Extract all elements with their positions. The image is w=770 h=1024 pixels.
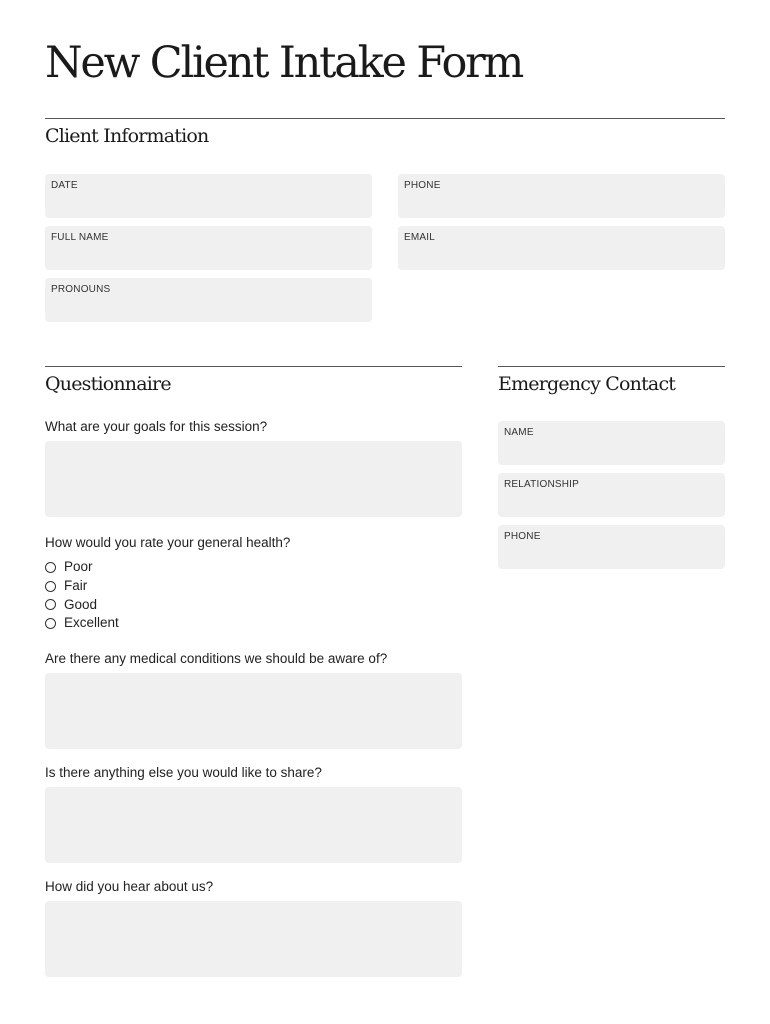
client-information-heading: Client Information bbox=[45, 125, 209, 147]
questionnaire-heading: Questionnaire bbox=[45, 373, 171, 395]
health-option-good[interactable] bbox=[45, 595, 119, 614]
health-option-label: Good bbox=[64, 596, 98, 612]
health-option-excellent[interactable] bbox=[45, 614, 119, 633]
date-field[interactable] bbox=[45, 174, 372, 218]
health-option-poor[interactable] bbox=[45, 558, 119, 577]
health-option-label: Excellent bbox=[64, 615, 119, 631]
anything-else-answer-field[interactable] bbox=[45, 787, 462, 863]
health-option-fair[interactable] bbox=[45, 577, 119, 596]
radio-button-icon[interactable] bbox=[45, 618, 56, 629]
radio-button-icon[interactable] bbox=[45, 562, 56, 573]
full-name-field-label: FULL NAME bbox=[51, 232, 109, 243]
pronouns-field-label: PRONOUNS bbox=[51, 284, 111, 295]
goals-question: What are your goals for this session? bbox=[45, 419, 268, 434]
emergency-name-field[interactable] bbox=[498, 421, 725, 465]
medical-conditions-answer-field[interactable] bbox=[45, 673, 462, 749]
referral-source-answer-field[interactable] bbox=[45, 901, 462, 977]
emergency-relationship-field-label: RELATIONSHIP bbox=[504, 479, 580, 490]
radio-button-icon[interactable] bbox=[45, 581, 56, 592]
health-rating-options bbox=[45, 558, 119, 633]
radio-button-icon[interactable] bbox=[45, 599, 56, 610]
date-field-label: DATE bbox=[51, 180, 78, 191]
medical-conditions-question: Are there any medical conditions we should be aware of? bbox=[45, 651, 388, 666]
emergency-contact-divider bbox=[498, 366, 725, 367]
email-field[interactable] bbox=[398, 226, 725, 270]
full-name-field[interactable] bbox=[45, 226, 372, 270]
health-option-label: Poor bbox=[64, 559, 93, 575]
emergency-phone-field[interactable] bbox=[498, 525, 725, 569]
phone-field-label: PHONE bbox=[404, 180, 441, 191]
emergency-contact-heading: Emergency Contact bbox=[498, 373, 676, 395]
emergency-relationship-field[interactable] bbox=[498, 473, 725, 517]
referral-source-question: How did you hear about us? bbox=[45, 879, 214, 894]
email-field-label: EMAIL bbox=[404, 232, 436, 243]
health-rating-question: How would you rate your general health? bbox=[45, 535, 291, 550]
anything-else-question: Is there anything else you would like to share? bbox=[45, 765, 322, 780]
emergency-name-field-label: NAME bbox=[504, 427, 534, 438]
emergency-phone-field-label: PHONE bbox=[504, 531, 541, 542]
phone-field[interactable] bbox=[398, 174, 725, 218]
form-title: New Client Intake Form bbox=[45, 38, 523, 88]
questionnaire-divider bbox=[45, 366, 462, 367]
section-divider bbox=[45, 118, 725, 119]
pronouns-field[interactable] bbox=[45, 278, 372, 322]
goals-answer-field[interactable] bbox=[45, 441, 462, 517]
health-option-label: Fair bbox=[64, 578, 88, 594]
